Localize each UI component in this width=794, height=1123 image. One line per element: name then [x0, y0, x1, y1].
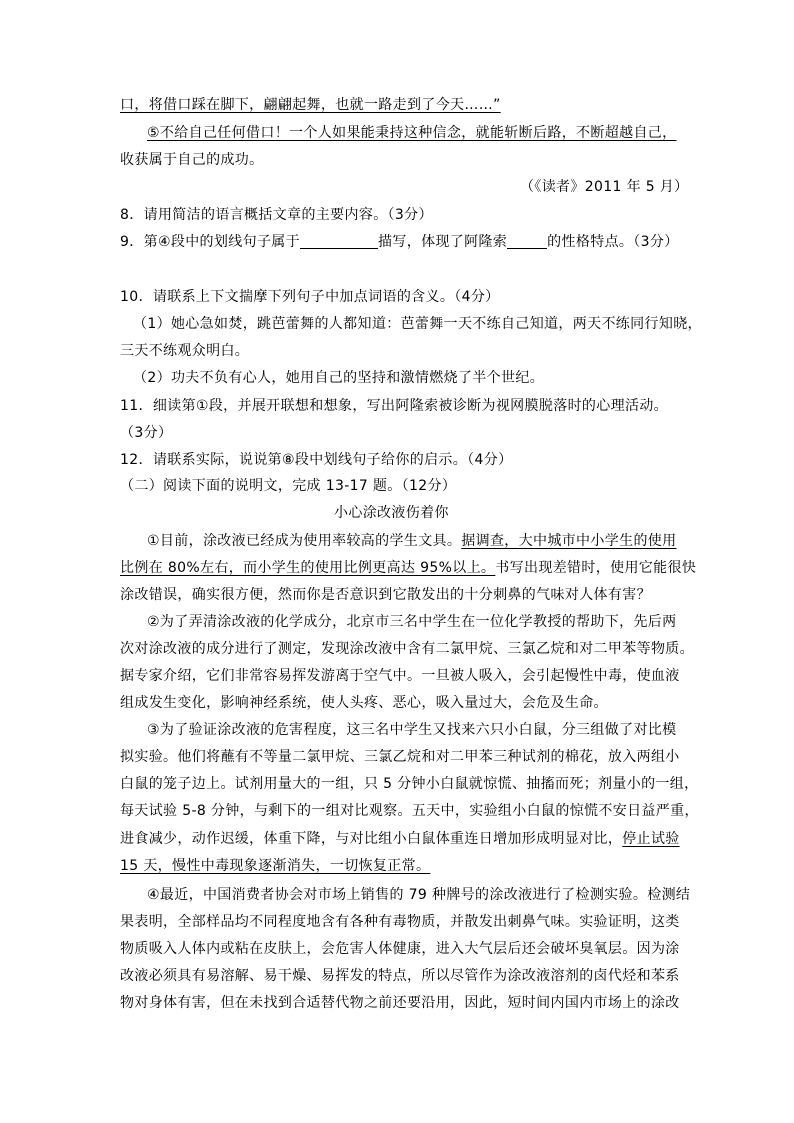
paragraph-4-line: 物对身体有害，但在未找到合适替代物之前还要沿用，因此，短时间内国内市场上的涂改 — [120, 995, 680, 1011]
section-heading: （二）阅读下面的说明文，完成 13-17 题。（12分） — [120, 478, 457, 494]
paragraph-2-line: ②为了弄清涂改液的化学成分，北京市三名中学生在一位化学教授的帮助下，先后两 — [147, 614, 677, 630]
paragraph-3-line: 拟实验。他们将蘸有不等量二氯甲烷、三氯乙烷和对二甲苯三种试剂的棉花，放入两组小 — [120, 749, 680, 765]
text-segment: ①目前，涂改液已经成为使用率较高的学生文具。 — [147, 533, 462, 549]
paragraph-line: 口，将借口踩在脚下，翩翩起舞，也就一路走到了今天……” — [120, 97, 501, 113]
question-10-item-1: （1）她心急如焚，跳芭蕾舞的人都知道：芭蕾舞一天不练自己知道，两天不练同行知晓， — [133, 316, 702, 332]
question-10-item-1-cont: 三天不练观众明白。 — [120, 343, 250, 359]
article-title: 小心涂改液伤着你 — [334, 505, 449, 521]
question-9-prefix: 9．第④段中的划线句子属于 — [120, 234, 301, 250]
underlined-sentence: 比例在 80%左右，而小学生的使用比例更高达 95%以上。 — [120, 560, 496, 576]
paragraph-4-line: ④最近，中国消费者协会对市场上销售的 79 种牌号的涂改液进行了检测实验。检测结 — [147, 887, 691, 903]
underlined-sentence: ⑤不给自己任何借口！一个人如果能秉持这种信念，就能斩断后路，不断超越自己， — [147, 125, 677, 141]
text-segment: 书写出现差错时，使用它能很快 — [495, 560, 697, 576]
answer-blank[interactable] — [300, 234, 378, 249]
question-10: 10．请联系上下文揣摩下列句子中加点词语的含义。（4分） — [120, 289, 500, 305]
paragraph-2-line: 组成发生变化，影响神经系统，使人头疼、恶心，吸入量过大，会危及生命。 — [120, 695, 608, 711]
paragraph-3-line: 白鼠的笼子边上。试剂用量大的一组，只 5 分钟小白鼠就惊慌、抽搐而死；剂量小的一组， — [120, 776, 699, 792]
question-9 — [120, 232, 679, 252]
paragraph-4-line: 改液必须具有易溶解、易干燥、易挥发的特点，所以尽管作为涂改液溶剂的卤代烃和苯系 — [120, 968, 680, 984]
paragraph-5-line — [147, 123, 677, 143]
paragraph-3-line: ③为了验证涂改液的危害程度，这三名中学生又找来六只小白鼠，分三组做了对比模 — [147, 722, 677, 738]
question-11-cont: （3分） — [120, 425, 173, 441]
paragraph-3-line — [120, 829, 680, 849]
paragraph-1-line: 涂改错误，确实很方便，然而你是否意识到它散发出的十分刺鼻的气味对人体有害？ — [120, 587, 651, 603]
answer-blank[interactable] — [507, 234, 547, 249]
paragraph-1-line — [147, 531, 677, 551]
paragraph-2-line: 次对涂改液的成分进行了测定，发现涂改液中含有二氯甲烷、三氯乙烷和对二甲苯等物质。 — [120, 641, 694, 657]
source-citation: （《读者》2011 年 5 月） — [520, 179, 689, 195]
paragraph-3-line — [120, 856, 430, 876]
question-10-item-2: （2）功夫不负有心人，她用自己的坚持和激情燃烧了半个世纪。 — [133, 370, 545, 386]
question-9-mid: 描写，体现了阿隆索 — [378, 234, 508, 250]
paragraph-5-line: 收获属于自己的成功。 — [120, 152, 264, 168]
paragraph-4-line: 果表明，全部样品均不同程度地含有各种有毒物质，并散发出刺鼻气味。实验证明，这类 — [120, 914, 680, 930]
text-segment: 进食减少，动作迟缓，体重下降，与对比组小白鼠体重连日增加形成明显对比， — [120, 831, 623, 847]
question-12: 12．请联系实际，说说第⑧段中划线句子给你的启示。（4分） — [120, 452, 513, 468]
question-8: 8．请用简洁的语言概括文章的主要内容。（3分） — [120, 207, 433, 223]
paragraph-1-line — [120, 558, 696, 578]
underlined-sentence: 停止试验 — [622, 831, 680, 847]
paragraph-4-line: 物质吸入人体内或粘在皮肤上，会危害人体健康，进入大气层后还会破坏臭氧层。因为涂 — [120, 941, 680, 957]
paragraph-2-line: 据专家介绍，它们非常容易挥发游离于空气中。一旦被人吸入，会引起慢性中毒，使血液 — [120, 668, 680, 684]
underlined-sentence: 据调查，大中城市中小学生的使用 — [461, 533, 677, 549]
paragraph-3-line: 每天试验 5-8 分钟，与剩下的一组对比观察。五天中，实验组小白鼠的惊慌不安日益严重， — [120, 803, 699, 819]
underlined-sentence: 15 天，慢性中毒现象逐渐消失，一切恢复正常。 — [120, 858, 431, 874]
question-11: 11．细读第①段，并展开联想和想象，写出阿隆索被诊断为视网膜脱落时的心理活动。 — [120, 398, 669, 414]
question-9-suffix: 的性格特点。（3分） — [547, 234, 679, 250]
